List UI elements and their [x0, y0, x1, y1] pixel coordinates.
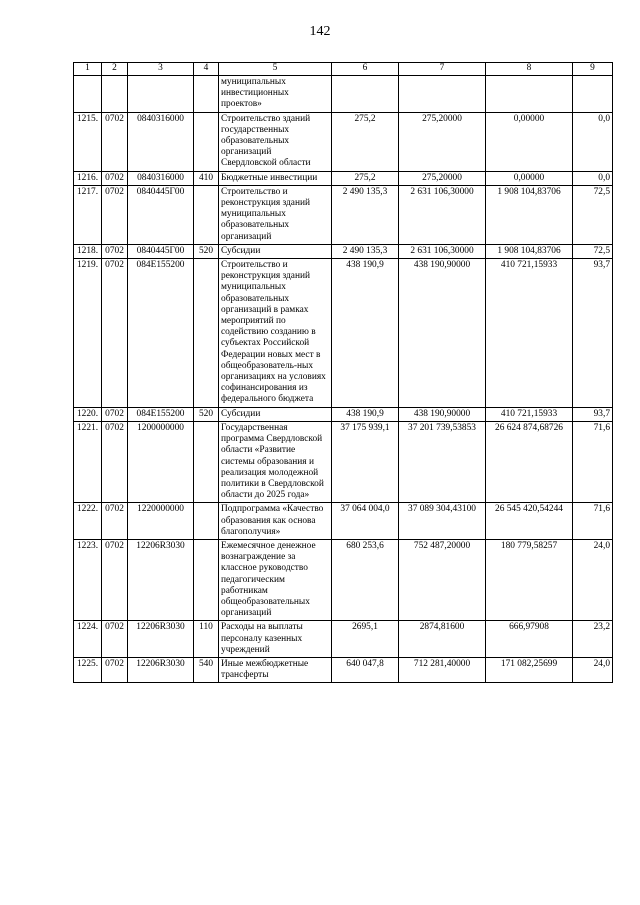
expense-type-cell	[194, 539, 219, 620]
row-number-cell: 1224.	[74, 621, 102, 658]
table-row	[74, 657, 613, 682]
row-number-cell: 1222.	[74, 503, 102, 540]
executed-amount-cell: 0,00000	[486, 171, 573, 185]
target-article-cell: 12206R3030	[128, 539, 194, 620]
target-article-cell: 1220000000	[128, 503, 194, 540]
expense-type-cell	[194, 421, 219, 502]
budget-list-amount-cell: 752 487,20000	[399, 539, 486, 620]
approved-amount-cell: 640 047,8	[332, 657, 399, 682]
target-article-cell	[128, 76, 194, 113]
table-body	[74, 76, 613, 683]
section-code-cell: 0702	[102, 503, 128, 540]
executed-amount-cell: 666,97908	[486, 621, 573, 658]
table-row	[74, 539, 613, 620]
approved-amount-cell: 2 490 135,3	[332, 185, 399, 244]
execution-percent-cell: 71,6	[573, 503, 613, 540]
row-number-cell	[74, 76, 102, 113]
section-code-cell: 0702	[102, 112, 128, 171]
execution-percent-cell: 23,2	[573, 621, 613, 658]
budget-list-amount-cell: 275,20000	[399, 112, 486, 171]
execution-percent-cell: 0,0	[573, 112, 613, 171]
expense-type-cell	[194, 112, 219, 171]
budget-list-amount-cell: 438 190,90000	[399, 407, 486, 421]
table-row	[74, 244, 613, 258]
execution-percent-cell: 72,5	[573, 185, 613, 244]
row-number-cell: 1225.	[74, 657, 102, 682]
section-code-cell: 0702	[102, 171, 128, 185]
column-header: 7	[399, 63, 486, 76]
section-code-cell: 0702	[102, 244, 128, 258]
column-header: 3	[128, 63, 194, 76]
executed-amount-cell: 26 545 420,54244	[486, 503, 573, 540]
execution-percent-cell: 0,0	[573, 171, 613, 185]
execution-percent-cell: 71,6	[573, 421, 613, 502]
item-name-cell: Расходы на выплаты персоналу казенных учреждений	[219, 621, 332, 658]
executed-amount-cell: 26 624 874,68726	[486, 421, 573, 502]
row-number-cell: 1215.	[74, 112, 102, 171]
page-number: 142	[309, 24, 331, 39]
budget-list-amount-cell: 37 201 739,53853	[399, 421, 486, 502]
section-code-cell: 0702	[102, 657, 128, 682]
approved-amount-cell: 680 253,6	[332, 539, 399, 620]
target-article-cell: 0840445Г00	[128, 185, 194, 244]
item-name-cell: муниципальных инвестиционных проектов»	[219, 76, 332, 113]
execution-percent-cell: 93,7	[573, 407, 613, 421]
execution-percent-cell	[573, 76, 613, 113]
row-number-cell: 1216.	[74, 171, 102, 185]
item-name-cell: Субсидии	[219, 407, 332, 421]
execution-percent-cell: 93,7	[573, 259, 613, 408]
approved-amount-cell	[332, 76, 399, 113]
budget-list-amount-cell: 2 631 106,30000	[399, 244, 486, 258]
approved-amount-cell: 2695,1	[332, 621, 399, 658]
table-row	[74, 621, 613, 658]
table-row	[74, 421, 613, 502]
target-article-cell: 0840445Г00	[128, 244, 194, 258]
expense-type-cell	[194, 503, 219, 540]
target-article-cell: 12206R3030	[128, 621, 194, 658]
budget-list-amount-cell: 2 631 106,30000	[399, 185, 486, 244]
item-name-cell: Подпрограмма «Качество образования как основа благополучия»	[219, 503, 332, 540]
table-row	[74, 407, 613, 421]
target-article-cell: 084E155200	[128, 407, 194, 421]
column-header: 4	[194, 63, 219, 76]
executed-amount-cell: 1 908 104,83706	[486, 244, 573, 258]
execution-percent-cell: 24,0	[573, 657, 613, 682]
budget-list-amount-cell	[399, 76, 486, 113]
column-header: 2	[102, 63, 128, 76]
execution-percent-cell: 72,5	[573, 244, 613, 258]
target-article-cell: 12206R3030	[128, 657, 194, 682]
column-number-row	[74, 63, 613, 76]
row-number-cell: 1220.	[74, 407, 102, 421]
column-header: 6	[332, 63, 399, 76]
expense-type-cell: 410	[194, 171, 219, 185]
executed-amount-cell: 410 721,15933	[486, 407, 573, 421]
expense-type-cell	[194, 259, 219, 408]
item-name-cell: Иные межбюджетные трансферты	[219, 657, 332, 682]
item-name-cell: Бюджетные инвестиции	[219, 171, 332, 185]
approved-amount-cell: 275,2	[332, 112, 399, 171]
row-number-cell: 1217.	[74, 185, 102, 244]
approved-amount-cell: 37 064 004,0	[332, 503, 399, 540]
column-header: 8	[486, 63, 573, 76]
item-name-cell: Строительство и реконструкция зданий муниципальных образовательных организаций в рамках мероприятий по содействию созданию в субъектах Российской Федерации новых мест в общеобразователь-ных организациях на условиях софинансирования из федерального бюджета	[219, 259, 332, 408]
approved-amount-cell: 438 190,9	[332, 407, 399, 421]
row-number-cell: 1221.	[74, 421, 102, 502]
executed-amount-cell	[486, 76, 573, 113]
approved-amount-cell: 37 175 939,1	[332, 421, 399, 502]
budget-list-amount-cell: 37 089 304,43100	[399, 503, 486, 540]
target-article-cell: 0840316000	[128, 171, 194, 185]
executed-amount-cell: 180 779,58257	[486, 539, 573, 620]
target-article-cell: 0840316000	[128, 112, 194, 171]
budget-table	[73, 62, 613, 683]
row-number-cell: 1218.	[74, 244, 102, 258]
section-code-cell: 0702	[102, 621, 128, 658]
target-article-cell: 1200000000	[128, 421, 194, 502]
executed-amount-cell: 410 721,15933	[486, 259, 573, 408]
table-row	[74, 76, 613, 113]
section-code-cell	[102, 76, 128, 113]
item-name-cell: Строительство и реконструкция зданий муниципальных образовательных организаций	[219, 185, 332, 244]
item-name-cell: Строительство зданий государственных образовательных организаций Свердловской области	[219, 112, 332, 171]
section-code-cell: 0702	[102, 185, 128, 244]
budget-list-amount-cell: 438 190,90000	[399, 259, 486, 408]
item-name-cell: Ежемесячное денежное вознаграждение за классное руководство педагогическим работникам общеобразовательных организаций	[219, 539, 332, 620]
executed-amount-cell: 0,00000	[486, 112, 573, 171]
section-code-cell: 0702	[102, 539, 128, 620]
table-row	[74, 171, 613, 185]
approved-amount-cell: 275,2	[332, 171, 399, 185]
table-row	[74, 503, 613, 540]
expense-type-cell: 540	[194, 657, 219, 682]
expense-type-cell	[194, 185, 219, 244]
row-number-cell: 1219.	[74, 259, 102, 408]
budget-list-amount-cell: 712 281,40000	[399, 657, 486, 682]
section-code-cell: 0702	[102, 407, 128, 421]
column-header: 5	[219, 63, 332, 76]
budget-list-amount-cell: 2874,81600	[399, 621, 486, 658]
approved-amount-cell: 438 190,9	[332, 259, 399, 408]
column-header: 9	[573, 63, 613, 76]
row-number-cell: 1223.	[74, 539, 102, 620]
column-header: 1	[74, 63, 102, 76]
table-row	[74, 259, 613, 408]
table-row	[74, 112, 613, 171]
expense-type-cell: 110	[194, 621, 219, 658]
item-name-cell: Субсидии	[219, 244, 332, 258]
executed-amount-cell: 1 908 104,83706	[486, 185, 573, 244]
table-row	[74, 185, 613, 244]
expense-type-cell	[194, 76, 219, 113]
execution-percent-cell: 24,0	[573, 539, 613, 620]
budget-list-amount-cell: 275,20000	[399, 171, 486, 185]
expense-type-cell: 520	[194, 244, 219, 258]
executed-amount-cell: 171 082,25699	[486, 657, 573, 682]
target-article-cell: 084E155200	[128, 259, 194, 408]
approved-amount-cell: 2 490 135,3	[332, 244, 399, 258]
section-code-cell: 0702	[102, 259, 128, 408]
item-name-cell: Государственная программа Свердловской области «Развитие системы образования и реализация молодежной политики в Свердловской области до 2025 года»	[219, 421, 332, 502]
section-code-cell: 0702	[102, 421, 128, 502]
expense-type-cell: 520	[194, 407, 219, 421]
